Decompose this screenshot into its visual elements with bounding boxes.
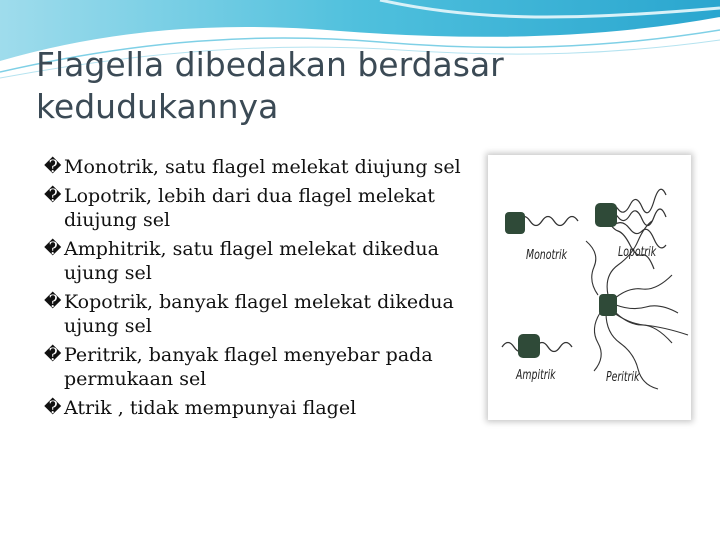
- bullet-text: Monotrik, satu flagel melekat diujung sel: [64, 156, 461, 178]
- bullet-glyph-icon: �: [44, 157, 62, 177]
- label-lopotrik: Lopotrik: [618, 245, 657, 260]
- bullet-kopotrik: [44, 290, 484, 339]
- bullet-text: Amphitrik, satu flagel melekat dikedua ujung sel: [64, 237, 439, 284]
- bullet-text: Lopotrik, lebih dari dua flagel melekat diujung sel: [64, 184, 435, 231]
- monotrik-cell-diagram: [505, 212, 578, 234]
- bullet-text: Atrik , tidak mempunyai flagel: [64, 396, 357, 419]
- bullet-amphitrik: [44, 237, 484, 286]
- bullet-atrik: [44, 396, 484, 421]
- label-ampitrik: Ampitrik: [516, 368, 556, 383]
- slide-title-line-2: kedudukannya: [36, 87, 279, 126]
- bullet-glyph-icon: �: [44, 238, 62, 259]
- bullet-glyph-icon: �: [44, 344, 62, 365]
- bullet-glyph-icon: �: [44, 397, 62, 418]
- bullet-text: Kopotrik, banyak flagel melekat dikedua ujung sel: [64, 290, 454, 337]
- bullet-list: [44, 155, 484, 424]
- slide-title-line-1: Flagella dibedakan berdasar: [36, 45, 504, 84]
- bullet-text: Peritrik, banyak flagel menyebar pada permukaan sel: [64, 343, 433, 390]
- bullet-glyph-icon: �: [44, 185, 62, 206]
- bullet-monotrik: [44, 155, 484, 180]
- ampitrik-cell-diagram: [502, 334, 572, 358]
- bullet-lopotrik: [44, 184, 484, 233]
- label-monotrik: Monotrik: [526, 248, 568, 263]
- bullet-glyph-icon: �: [44, 291, 62, 312]
- label-peritrik: Peritrik: [606, 370, 640, 385]
- flagella-arrangement-figure: [488, 155, 691, 420]
- bullet-peritrik: [44, 343, 484, 392]
- slide-title: [36, 44, 596, 128]
